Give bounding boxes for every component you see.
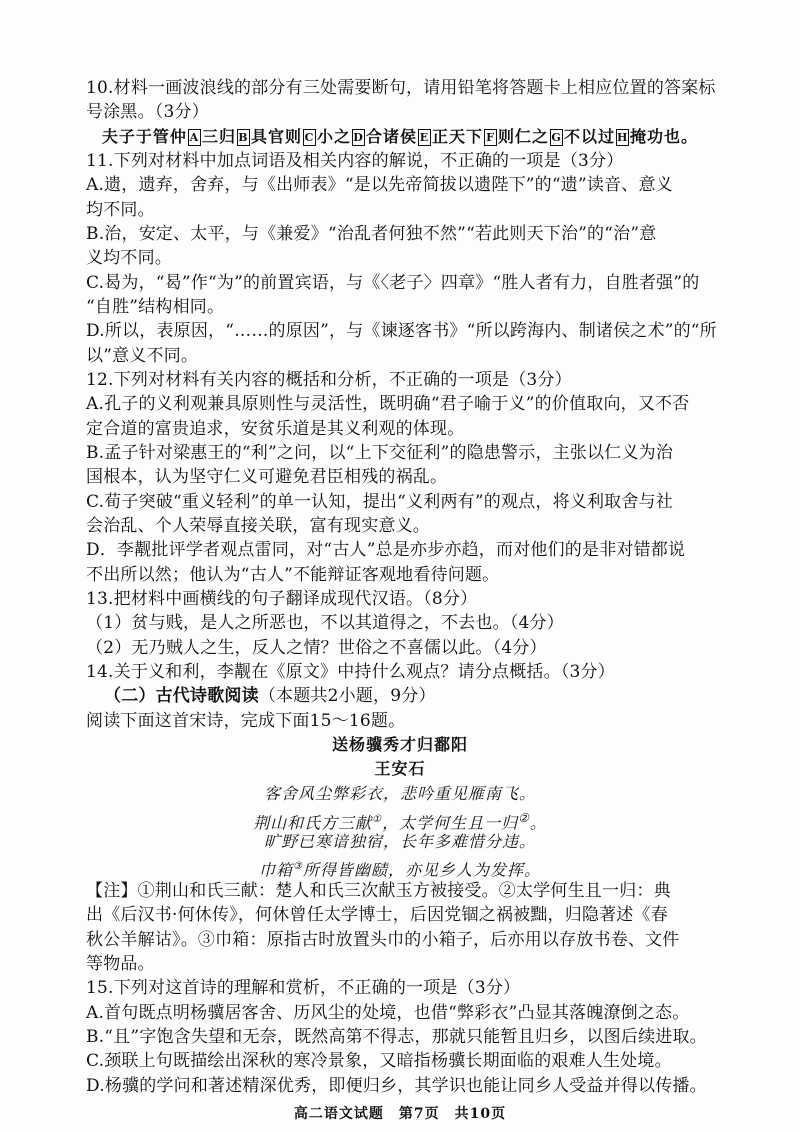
break-marker-f[interactable]: F (484, 129, 497, 146)
q12-option-b-line1: B.孟子针对梁惠王的“利”之问，以“上下交征利”的隐患警示，主张以仁义为治 (86, 443, 674, 463)
sentence-part: 不以过 (564, 126, 616, 146)
q12-option-b-line2: 国根本，认为坚守仁义可避免君臣相残的祸乱。 (86, 467, 448, 488)
q12-stem: 12.下列对材料有关内容的概括和分析，不正确的一项是（3分） (86, 370, 572, 390)
q11-option-b-line2: 义均不同。 (86, 248, 172, 269)
footnote-ref-3: ③ (293, 860, 303, 872)
q12-option-a-line1: A.孔子的义利观兼具原则性与灵活性，既明确“君子喻于义”的价值取向，又不否 (86, 394, 690, 415)
q10-sentence (0, 125, 800, 149)
q13-sentence-2: （2）无乃贼人之生，反人之情？世俗之不喜儒以此。（4分） (86, 637, 547, 658)
q11-stem: 11.下列对材料中加点词语及相关内容的解说，不正确的一项是（3分） (86, 151, 624, 171)
poem-line-2-part-b: ，太学何生且一归 (382, 813, 519, 833)
section-heading-note: （本题共2小题，9分） (258, 686, 436, 707)
note-line-3: 秋公羊解诂》。③巾箱：原指古时放置头巾的小箱子，后亦用以存放书卷、文件 (86, 929, 680, 950)
break-marker-c[interactable]: C (304, 130, 315, 144)
break-marker-e[interactable]: E (419, 130, 430, 144)
sentence-part: 具官则 (250, 126, 302, 146)
poem-line-4-part-a: 巾箱 (259, 860, 294, 880)
q15-stem: 15.下列对这首诗的理解和赏析，不正确的一项是（3分） (86, 978, 521, 999)
sentence-part: 小之 (316, 126, 351, 146)
q11-option-d-line1: D.所以，表原因，“……的原因”，与《谏逐客书》“所以跨海内、制诸侯之术”的“所 (86, 321, 717, 342)
page-footer: 高二语文试题 第7页 共10页 (293, 1106, 507, 1122)
q15-option-d: D.杨骥的学问和著述精深优秀，即便归乡，其学识也能让同乡人受益并得以传播。 (86, 1075, 707, 1096)
note-line-1: 【注】①荆山和氏三献：楚人和氏三次献玉方被接受。②太学何生且一归：典 (86, 881, 671, 901)
break-marker-a[interactable]: A (189, 130, 200, 144)
q11-option-a-line1: A.遗，遗弃，舍弃，与《出师表》“是以先帝简拔以遗陛下”的“遗”读音、意义 (86, 175, 673, 196)
section-intro: 阅读下面这首宋诗，完成下面15～16题。 (86, 710, 406, 731)
q15-option-c: C.颈联上句既描绘出深秋的寒冷景象，又暗指杨骥长期面临的艰难人生处境。 (86, 1051, 672, 1072)
q12-option-c-line1: C.荀子突破“重义轻利”的单一认知，提出“义利两有”的观点，将义利取舍与社 (86, 491, 673, 512)
section-heading-title: （二）古代诗歌阅读 (104, 686, 259, 707)
q12-option-d-line2: 不出所以然；他认为“古人”不能辩证客观地看待问题。 (86, 564, 500, 585)
q12-option-c-line2: 会治乱、个人荣辱直接关联，富有现实意义。 (86, 516, 430, 536)
q15-option-a: A.首句既点明杨骥居客舍、历风尘的处境，也借“弊彩衣”凸显其落魄潦倒之态。 (86, 1002, 690, 1023)
q11-option-c-line2: “自胜”结构相同。 (86, 297, 225, 317)
poem-title: 送杨骥秀才归鄱阳 (331, 735, 468, 754)
break-marker-g[interactable]: G (551, 130, 562, 144)
q15-option-b: B.“且”字饱含失望和无奈，既然高第不得志，那就只能暂且归乡，以图后续进取。 (86, 1027, 707, 1047)
note-line-2: 出《后汉书·何休传》，何休曾任太学博士，后因党锢之祸被黜，归隐著述《春 (86, 905, 668, 926)
poem-line-2-part-a: 荆山和氏方三献 (253, 813, 373, 833)
q11-option-c-line1: C.曷为，“曷”作“为”的前置宾语，与《〈老子〉四章》“胜人者有力，自胜者强”的 (86, 272, 700, 293)
section-heading (104, 684, 436, 708)
break-marker-h[interactable]: H (617, 130, 629, 144)
poem-line-2-part-c: 。 (529, 813, 547, 833)
q11-option-b-line1: B.治，安定、太平，与《兼爱》“治乱者何独不然”“若此则天下治”的“治”意 (86, 224, 657, 244)
poem-line-4-part-b: 所得皆幽赜，亦见乡人为发挥。 (302, 860, 541, 880)
sentence-part: 则仁之 (498, 126, 550, 146)
sentence-part: 夫子于管仲 (101, 126, 187, 146)
q13-sentence-1: （1）贫与贱，是人之所恶也，不以其道得之，不去也。（4分） (86, 613, 564, 634)
break-marker-b[interactable]: B (238, 130, 249, 144)
poem-author: 王安石 (374, 759, 426, 779)
q11-option-d-line2: 以”意义不同。 (86, 345, 199, 366)
break-marker-d[interactable]: D (353, 130, 364, 144)
footnote-ref-1: ① (372, 814, 383, 825)
footnote-ref-2: ② (518, 811, 530, 825)
q10-stem-line1: 10.材料一画波浪线的部分有三处需要断句，请用铅笔将答题卡上相应位置的答案标 (86, 78, 716, 98)
sentence-part: 掩功也。 (630, 126, 699, 146)
note-line-4: 等物品。 (86, 954, 155, 974)
q10-stem-line2: 号涂黑。（3分） (86, 102, 209, 123)
q11-option-a-line2: 均不同。 (86, 199, 155, 220)
poem-line-3: 旷野已寒谙独宿，长年多难惜分违。 (263, 832, 536, 852)
poem-line-1: 客舍风尘弊彩衣，悲吟重见雁南飞。 (263, 783, 536, 803)
sentence-part: 正天下 (432, 126, 484, 146)
q14-stem: 14.关于义和利，李觏在《原文》中持什么观点？请分点概括。（3分） (86, 662, 615, 682)
sentence-part: 三归 (201, 126, 236, 146)
q12-option-d-line1: D．李觏批评学者观点雷同，对“古人”总是亦步亦趋，而对他们的是非对错都说 (86, 540, 686, 561)
q13-stem: 13.把材料中画横线的句子翻译成现代汉语。（8分） (86, 589, 478, 609)
q12-option-a-line2: 定合道的富贵追求，安贫乐道是其义利观的体现。 (86, 418, 465, 439)
sentence-part: 合诸侯 (365, 126, 417, 146)
